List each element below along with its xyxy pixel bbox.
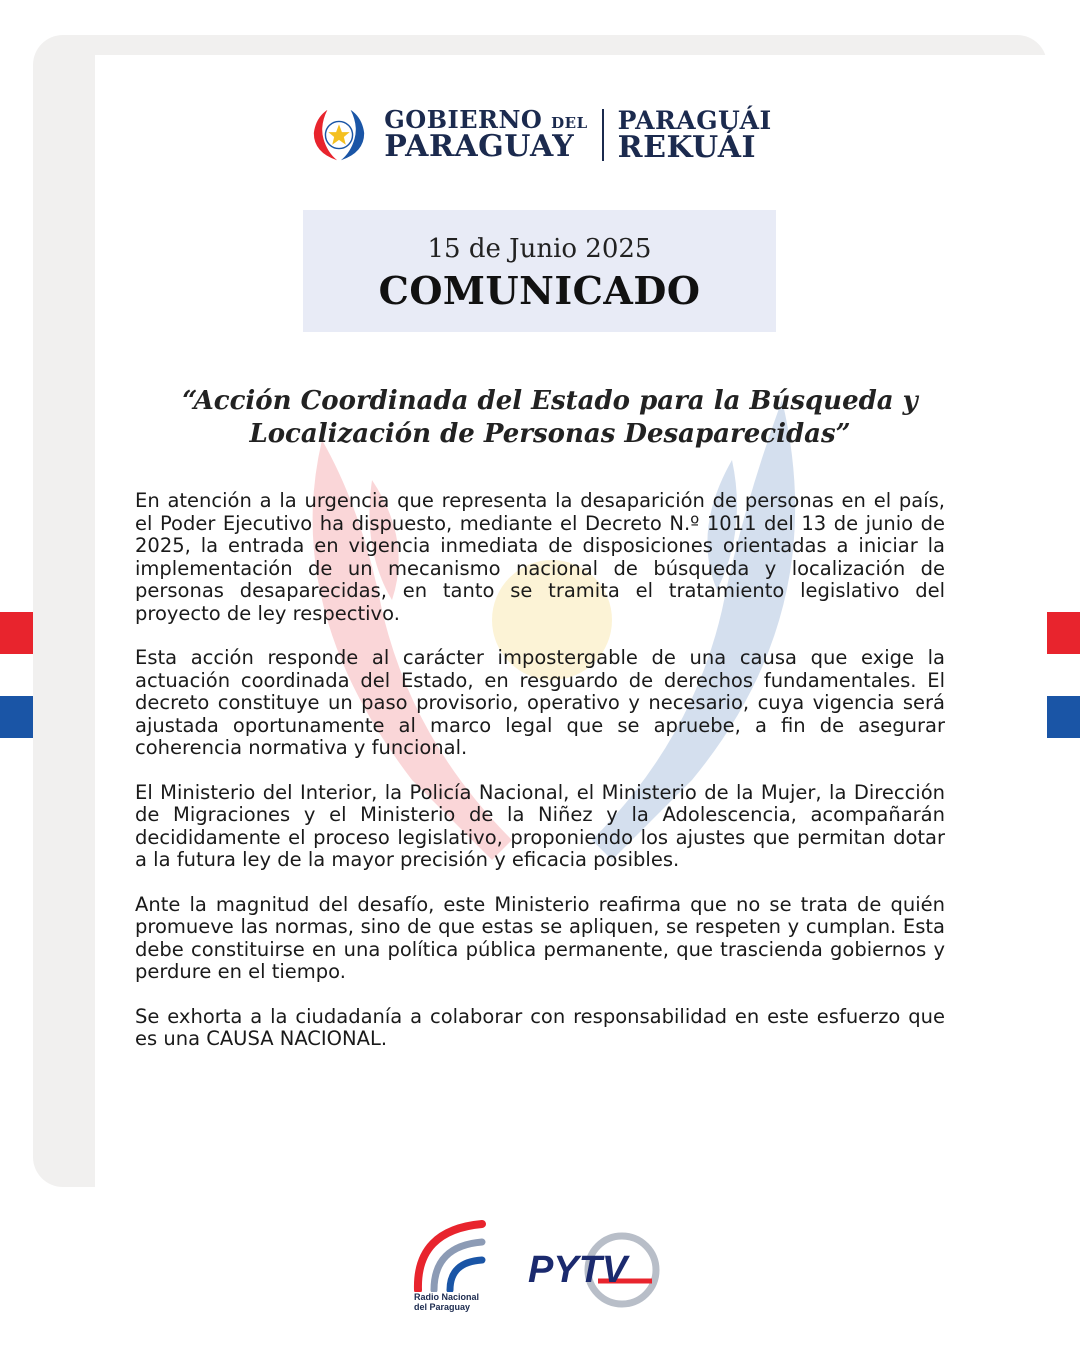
pytv-text: PYTV (528, 1249, 628, 1291)
paragraph: Esta acción responde al carácter impostergable de una causa que exige la actuación coordinada del Estado, en resguardo de derechos fundamentales. El decreto constituye un paso provisorio, operativo y necesario, cuya vigencia será ajustada oportunamente al marco legal que se apruebe, a fin de asegurar coherencia normativa y funcional. (135, 646, 945, 759)
paragraph: En atención a la urgencia que representa la desaparición de personas en el país, el Poder Ejecutivo ha dispuesto, mediante el Decreto N.º 1011 del 13 de junio de 2025, la entrada en vigencia inmediata de disposiciones orientadas a iniciar la implementación de un mecanismo nacional de búsqueda y localización de personas desaparecidas, en tanto se tramita el tratamiento legislativo del proyecto de ley respectivo. (135, 489, 945, 625)
flag-stripes-left (0, 612, 33, 738)
government-name: GOBIERNO DEL PARAGUAY (384, 105, 588, 164)
headline: “Acción Coordinada del Estado para la Búsqueda y Localización de Personas Desaparecidas” (182, 386, 918, 449)
national-seal-icon (308, 104, 370, 166)
footer-logos (0, 1215, 1080, 1325)
pytv-logo (528, 1225, 668, 1315)
paragraph: Se exhorta a la ciudadanía a colaborar con responsabilidad en este esfuerzo que es una CAUSA NACIONAL. (135, 1004, 945, 1050)
paragraph: El Ministerio del Interior, la Policía Nacional, el Ministerio de la Mujer, la Dirección de Migraciones y el Ministerio de la Niñez y la Adolescencia, acompañarán decididamente el proceso legislativo, proponiendo los ajustes que permitan dotar a la futura ley de la mayor precisión y eficacia posibles. (135, 780, 945, 871)
document-date: 15 de Junio 2025 (427, 234, 652, 264)
date-title-box (303, 210, 776, 332)
radio-nacional-logo (412, 1220, 492, 1320)
document-title: COMUNICADO (378, 268, 701, 313)
logo-divider (602, 109, 604, 161)
radio-waves-icon (412, 1220, 492, 1292)
government-logo (0, 100, 1080, 170)
paragraph: Ante la magnitud del desafío, este Ministerio reafirma que no se trata de quién promueve las normas, sino de que estas se apliquen, se respeten y cumplan. Esta debe constituirse en una política pública permanente, que trascienda gobiernos y perdure en el tiempo. (135, 892, 945, 983)
radio-label: Radio Nacional del Paraguay (414, 1292, 480, 1312)
body-text (135, 490, 945, 1073)
flag-stripes-right (1047, 612, 1080, 738)
government-motto: PARAGUÁI REKUÁI (617, 105, 772, 165)
